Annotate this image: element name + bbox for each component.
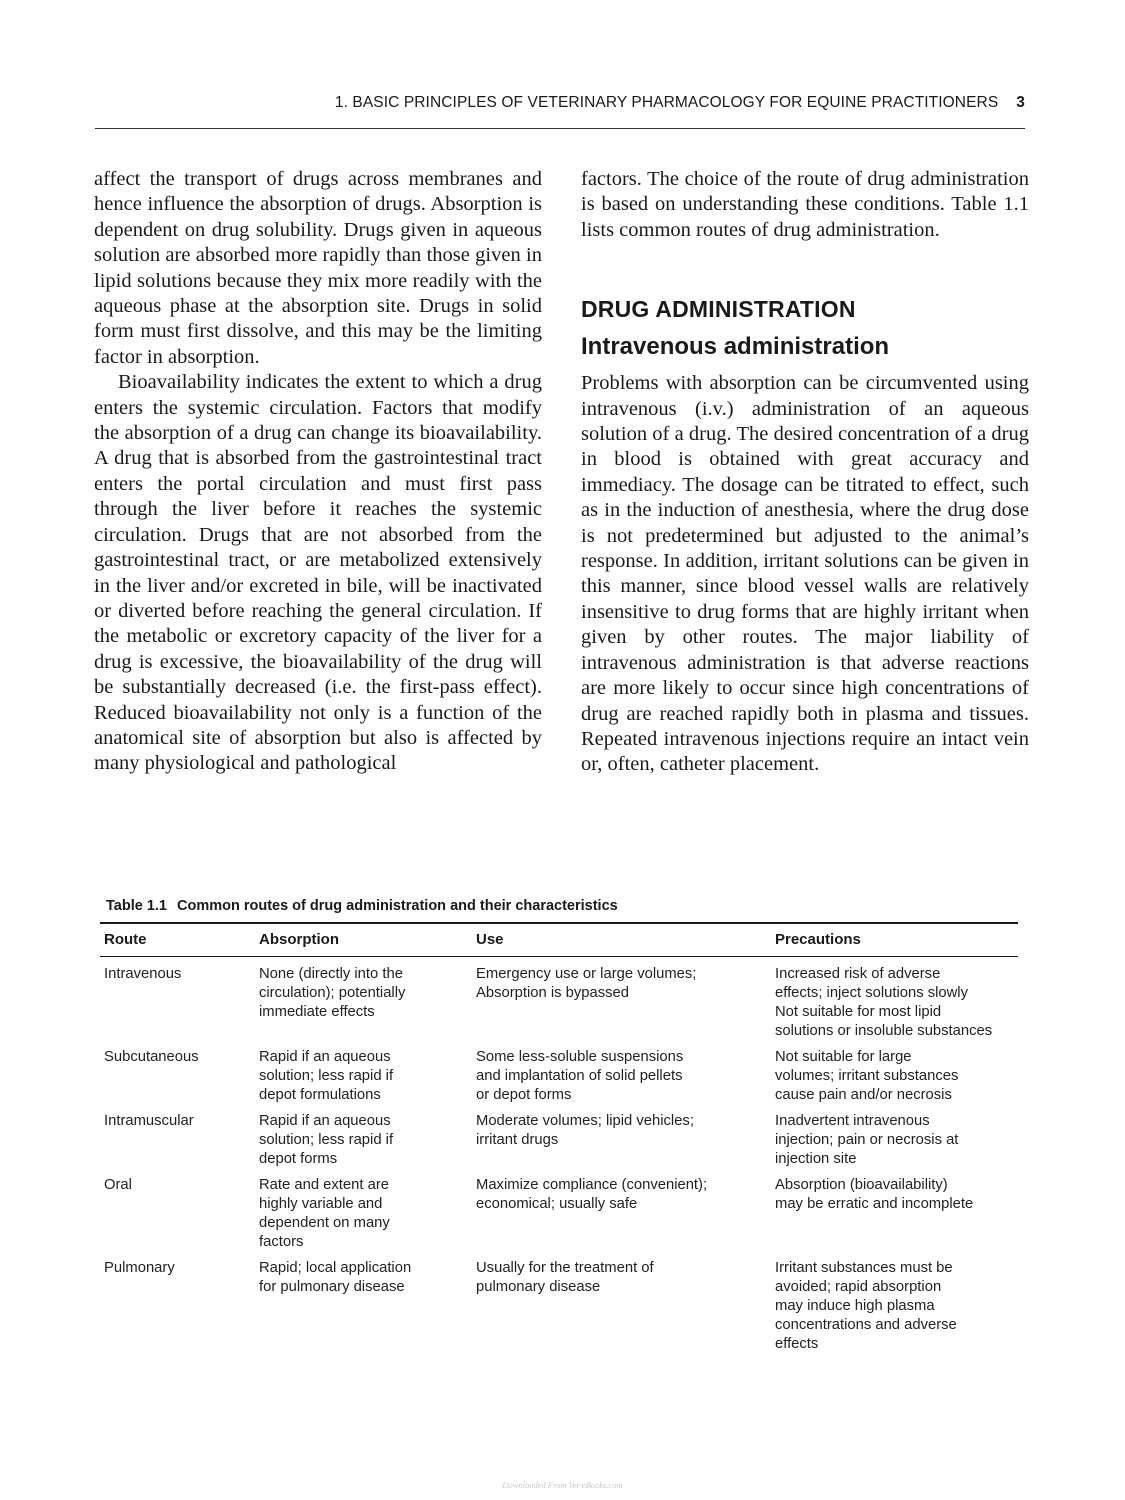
cell-use xyxy=(472,1169,771,1252)
cell-line: solution; less rapid if xyxy=(259,1068,394,1084)
column-header-absorption: Absorption xyxy=(255,923,472,957)
cell-absorption xyxy=(255,1105,472,1169)
cell-line: Usually for the treatment of xyxy=(476,1260,654,1276)
cell-line: Increased risk of adverse xyxy=(775,966,941,982)
cell-line: depot formulations xyxy=(259,1087,381,1103)
cell-line: solution; less rapid if xyxy=(259,1132,394,1148)
page-number: 3 xyxy=(1016,94,1025,111)
column-header-use: Use xyxy=(472,923,771,957)
cell-line: may induce high plasma xyxy=(775,1298,935,1314)
cell-absorption xyxy=(255,1041,472,1105)
cell-line: for pulmonary disease xyxy=(259,1279,405,1295)
table-row xyxy=(100,1252,1018,1354)
cell-line: Absorption (bioavailability) xyxy=(775,1177,948,1193)
cell-line: or depot forms xyxy=(476,1087,572,1103)
cell-line: cause pain and/or necrosis xyxy=(775,1087,952,1103)
cell-route: Pulmonary xyxy=(104,1260,175,1276)
cell-line: depot forms xyxy=(259,1151,338,1167)
cell-line: Maximize compliance (convenient); xyxy=(476,1177,708,1193)
cell-line: may be erratic and incomplete xyxy=(775,1196,974,1212)
cell-use xyxy=(472,1041,771,1105)
cell-line: dependent on many xyxy=(259,1215,390,1231)
table-number: Table 1.1 xyxy=(106,898,167,914)
column-header-precautions: Precautions xyxy=(771,923,1018,957)
cell-line: highly variable and xyxy=(259,1196,383,1212)
cell-use xyxy=(472,1252,771,1354)
cell-absorption xyxy=(255,957,472,1042)
running-title: 1. BASIC PRINCIPLES OF VETERINARY PHARMACOLOGY FOR EQUINE PRACTITIONERS xyxy=(334,94,999,111)
paragraph-intravenous: Problems with absorption can be circumvented using intravenous (i.v.) administration of an aqueous solution of a drug. The desired concentration of a drug in blood is obtained with great accuracy and immediacy. The dosage can be titrated to effect, such as in the induction of anesthesia, where the drug dose is not predetermined but adjusted to the animal’s response. In addition, irritant solutions can be given in this manner, since blood vessel walls are relatively insensitive to drug forms that are highly irritant when given by other routes. The major liability of intravenous administration is that adverse reactions are more likely to occur since high concentrations of drug are reached rapidly both in plasma and tissues. Repeated intravenous injections require an intact vein or, often, catheter placement. xyxy=(581,372,1029,776)
cell-route: Intravenous xyxy=(104,966,182,982)
cell-line: Rate and extent are xyxy=(259,1177,389,1193)
watermark: Downloaded From Vet-eBooks.com xyxy=(502,1480,623,1490)
table-body xyxy=(100,957,1018,1355)
right-column xyxy=(581,167,1029,778)
table-row xyxy=(100,1105,1018,1169)
cell-line: concentrations and adverse xyxy=(775,1317,957,1333)
table-row xyxy=(100,957,1018,1042)
table-title: Common routes of drug administration and their characteristics xyxy=(176,898,618,914)
cell-use xyxy=(472,957,771,1042)
cell-line: Rapid; local application xyxy=(259,1260,412,1276)
cell-precautions xyxy=(771,1169,1018,1252)
cell-line: avoided; rapid absorption xyxy=(775,1279,942,1295)
cell-absorption xyxy=(255,1169,472,1252)
cell-route: Intramuscular xyxy=(104,1113,194,1129)
cell-line: Moderate volumes; lipid vehicles; xyxy=(476,1113,694,1129)
cell-line: effects xyxy=(775,1336,819,1352)
paragraph-bioavailability: Bioavailability indicates the extent to which a drug enters the systemic circulation. Factors that modify the absorption of a drug can change its bioavailability. A drug that is absorbed from the gastrointestinal tract enters the portal circulation and must first pass through the liver before it reaches the systemic circulation. Drugs that are not absorbed from the gastrointestinal tract, or are metabolized extensively in the liver and/or excreted in bile, will be inactivated or diverted before reaching the general circulation. If the metabolic or excretory capacity of the liver for a drug is excessive, the bioavailability of the drug will be substantially decreased (i.e. the first-pass effect). Reduced bioavailability not only is a function of the anatomical site of absorption but also is affected by many physiological and pathological xyxy=(94,371,542,775)
cell-precautions xyxy=(771,1252,1018,1354)
cell-route: Subcutaneous xyxy=(104,1049,199,1065)
cell-line: Not suitable for large xyxy=(775,1049,912,1065)
drug-routes-table-block xyxy=(100,898,1018,1354)
cell-line: pulmonary disease xyxy=(476,1279,601,1295)
cell-line: Rapid if an aqueous xyxy=(259,1113,391,1129)
cell-line: Not suitable for most lipid xyxy=(775,1004,942,1020)
cell-line: and implantation of solid pellets xyxy=(476,1068,683,1084)
cell-line: immediate effects xyxy=(259,1004,375,1020)
cell-line: Irritant substances must be xyxy=(775,1260,953,1276)
cell-line: Absorption is bypassed xyxy=(476,985,629,1001)
cell-line: None (directly into the xyxy=(259,966,403,982)
cell-precautions xyxy=(771,1041,1018,1105)
subsection-heading: Intravenous administration xyxy=(581,333,890,361)
header-rule xyxy=(95,128,1025,129)
cell-line: effects; inject solutions slowly xyxy=(775,985,968,1001)
cell-line: factors xyxy=(259,1234,304,1250)
cell-use xyxy=(472,1105,771,1169)
cell-line: solutions or insoluble substances xyxy=(775,1023,993,1039)
cell-line: Rapid if an aqueous xyxy=(259,1049,391,1065)
cell-absorption xyxy=(255,1252,472,1354)
paragraph-route-choice: factors. The choice of the route of drug administration is based on understanding these conditions. Table 1.1 lists common routes of drug administration. xyxy=(581,168,1029,241)
cell-precautions xyxy=(771,1105,1018,1169)
table-header-row xyxy=(100,923,1018,957)
table-row xyxy=(100,1169,1018,1252)
paragraph-absorption-continued: affect the transport of drugs across membranes and hence influence the absorption of drugs. Absorption is dependent on drug solubility. Drugs given in aqueous solution are absorbed more rapidly than those given in lipid solutions because they mix more readily with the aqueous phase at the absorption site. Drugs in solid form must first dissolve, and this may be the limiting factor in absorption. xyxy=(94,168,542,368)
drug-routes-table xyxy=(100,922,1018,1354)
column-header-route: Route xyxy=(100,923,255,957)
table-row xyxy=(100,1041,1018,1105)
left-column xyxy=(94,167,542,777)
running-head xyxy=(95,94,1025,112)
cell-line: Inadvertent intravenous xyxy=(775,1113,930,1129)
cell-line: economical; usually safe xyxy=(476,1196,638,1212)
cell-precautions xyxy=(771,957,1018,1042)
cell-line: Some less-soluble suspensions xyxy=(476,1049,684,1065)
cell-route: Oral xyxy=(104,1177,132,1193)
cell-line: circulation); potentially xyxy=(259,985,406,1001)
cell-line: volumes; irritant substances xyxy=(775,1068,959,1084)
section-heading: DRUG ADMINISTRATION xyxy=(581,296,856,323)
cell-line: injection; pain or necrosis at xyxy=(775,1132,959,1148)
cell-line: irritant drugs xyxy=(476,1132,559,1148)
cell-line: Emergency use or large volumes; xyxy=(476,966,697,982)
table-caption xyxy=(106,898,1018,914)
cell-line: injection site xyxy=(775,1151,857,1167)
